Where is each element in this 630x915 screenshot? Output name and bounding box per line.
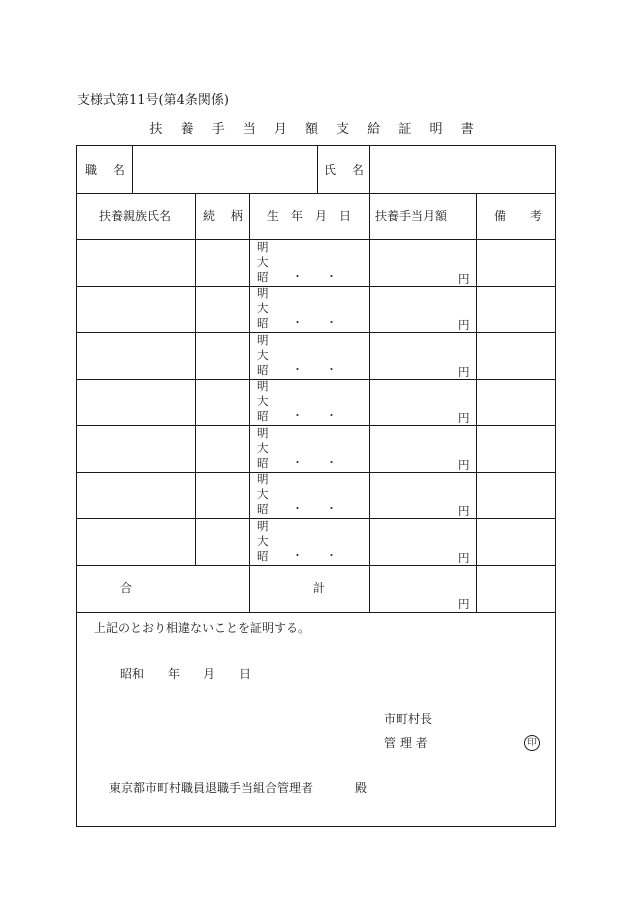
era-taisho: 大 bbox=[257, 534, 269, 548]
column-divider bbox=[317, 146, 318, 193]
era-meiji: 明 bbox=[257, 519, 269, 533]
era-meiji: 明 bbox=[257, 379, 269, 393]
date-separator: ・ bbox=[326, 363, 337, 376]
row-divider bbox=[77, 472, 555, 473]
date-separator: ・ bbox=[292, 363, 303, 376]
era-taisho: 大 bbox=[257, 255, 269, 269]
row-divider bbox=[77, 612, 555, 613]
yen-unit: 円 bbox=[458, 458, 470, 472]
date-separator: ・ bbox=[326, 409, 337, 422]
name-label: 氏 名 bbox=[324, 163, 364, 177]
yen-unit: 円 bbox=[458, 504, 470, 518]
era-taisho: 大 bbox=[257, 348, 269, 362]
yen-unit: 円 bbox=[458, 318, 470, 332]
yen-unit: 円 bbox=[458, 365, 470, 379]
date-separator: ・ bbox=[326, 502, 337, 515]
era-showa: 昭 bbox=[257, 270, 269, 284]
job-title-label: 職 名 bbox=[85, 163, 125, 177]
era-showa: 昭 bbox=[257, 363, 269, 377]
era-taisho: 大 bbox=[257, 301, 269, 315]
year-unit: 年 bbox=[168, 667, 181, 681]
column-divider bbox=[369, 146, 370, 193]
row-divider bbox=[77, 518, 555, 519]
certifier-administrator: 管 理 者 bbox=[384, 736, 428, 750]
row-divider bbox=[77, 286, 555, 287]
form-number: 支様式第11号(第4条関係) bbox=[77, 93, 229, 108]
row-divider bbox=[77, 193, 555, 194]
era-meiji: 明 bbox=[257, 472, 269, 486]
remarks-header: 備 考 bbox=[494, 209, 543, 223]
era-showa: 昭 bbox=[257, 316, 269, 330]
dependent-name-header: 扶養親族氏名 bbox=[99, 209, 172, 223]
yen-unit: 円 bbox=[458, 411, 470, 425]
era-meiji: 明 bbox=[257, 426, 269, 440]
date-separator: ・ bbox=[292, 316, 303, 329]
era-showa: 昭 bbox=[257, 456, 269, 470]
relationship-header: 続 柄 bbox=[203, 209, 243, 223]
monthly-allowance-header: 扶養手当月額 bbox=[375, 209, 448, 223]
row-divider bbox=[77, 379, 555, 380]
date-separator: ・ bbox=[292, 270, 303, 283]
date-separator: ・ bbox=[292, 502, 303, 515]
total-yen-unit: 円 bbox=[458, 597, 470, 611]
date-separator: ・ bbox=[292, 549, 303, 562]
certificate-table bbox=[76, 145, 556, 827]
certification-statement: 上記のとおり相違ないことを証明する。 bbox=[94, 621, 311, 635]
total-label-right: 計 bbox=[313, 581, 326, 595]
date-separator: ・ bbox=[292, 409, 303, 422]
birth-date-header: 生 年 月 日 bbox=[267, 209, 352, 223]
row-divider bbox=[77, 425, 555, 426]
date-separator: ・ bbox=[326, 549, 337, 562]
column-divider bbox=[369, 193, 370, 612]
date-separator: ・ bbox=[326, 316, 337, 329]
addressee: 東京都市町村職員退職手当組合管理者 bbox=[109, 781, 314, 795]
document-title: 扶 養 手 当 月 額 支 給 証 明 書 bbox=[149, 122, 481, 137]
column-divider bbox=[195, 193, 196, 565]
date-separator: ・ bbox=[326, 456, 337, 469]
era-meiji: 明 bbox=[257, 286, 269, 300]
row-divider bbox=[77, 332, 555, 333]
column-divider bbox=[249, 193, 250, 612]
column-divider bbox=[132, 146, 133, 193]
day-unit: 日 bbox=[239, 667, 252, 681]
certifier-mayor: 市町村長 bbox=[384, 712, 433, 726]
total-label-left: 合 bbox=[120, 581, 133, 595]
era-showa: 昭 bbox=[257, 502, 269, 516]
yen-unit: 円 bbox=[458, 551, 470, 565]
era-showa: 昭 bbox=[257, 549, 269, 563]
row-divider bbox=[77, 565, 555, 566]
era-taisho: 大 bbox=[257, 487, 269, 501]
era-meiji: 明 bbox=[257, 333, 269, 347]
era-showa: 昭 bbox=[257, 409, 269, 423]
column-divider bbox=[476, 193, 477, 612]
date-separator: ・ bbox=[292, 456, 303, 469]
date-separator: ・ bbox=[326, 270, 337, 283]
era-meiji: 明 bbox=[257, 240, 269, 254]
era-taisho: 大 bbox=[257, 441, 269, 455]
yen-unit: 円 bbox=[458, 272, 470, 286]
row-divider bbox=[77, 239, 555, 240]
date-era: 昭和 bbox=[120, 667, 145, 681]
era-taisho: 大 bbox=[257, 394, 269, 408]
honorific: 殿 bbox=[355, 781, 368, 795]
month-unit: 月 bbox=[203, 667, 216, 681]
seal-stamp-icon: 印 bbox=[524, 735, 540, 751]
